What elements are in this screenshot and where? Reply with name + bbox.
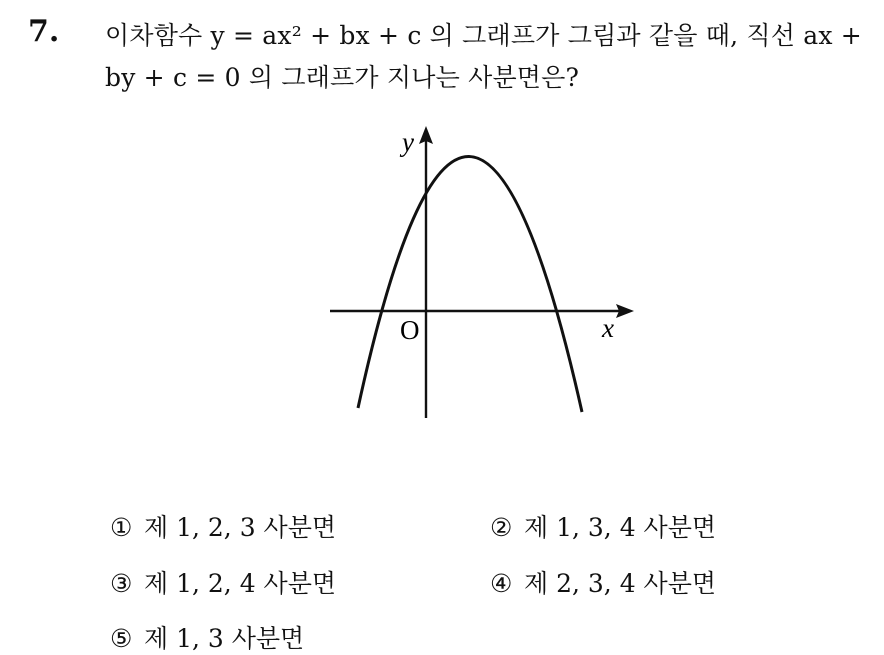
question-text-line-1: 이차함수 y = ax² + bx + c 의 그래프가 그림과 같을 때, 직선 ax + (105, 21, 862, 50)
choice-2[interactable] (490, 508, 716, 544)
choice-3[interactable] (110, 564, 336, 600)
parabola-figure (320, 118, 640, 428)
choice-2-mark: ② (490, 513, 513, 542)
choice-5[interactable] (110, 619, 304, 655)
choice-4[interactable] (490, 564, 716, 600)
choice-5-text: 제 1, 3 사분면 (144, 624, 305, 653)
choice-4-text: 제 2, 3, 4 사분면 (524, 569, 716, 598)
y-axis-label: y (402, 127, 414, 157)
origin-label: O (400, 315, 420, 345)
question-number: 7. (28, 14, 60, 49)
choice-3-mark: ③ (110, 569, 133, 598)
x-axis-label: x (602, 313, 614, 343)
parabola-curve (358, 156, 582, 412)
choice-3-text: 제 1, 2, 4 사분면 (144, 569, 336, 598)
choice-4-mark: ④ (490, 569, 513, 598)
choice-5-mark: ⑤ (110, 624, 133, 653)
choice-2-text: 제 1, 3, 4 사분면 (524, 513, 716, 542)
question-text-line-2: by + c = 0 의 그래프가 지나는 사분면은? (105, 63, 580, 92)
choice-1-mark: ① (110, 513, 133, 542)
choice-1-text: 제 1, 2, 3 사분면 (144, 513, 336, 542)
choice-1[interactable] (110, 508, 336, 544)
